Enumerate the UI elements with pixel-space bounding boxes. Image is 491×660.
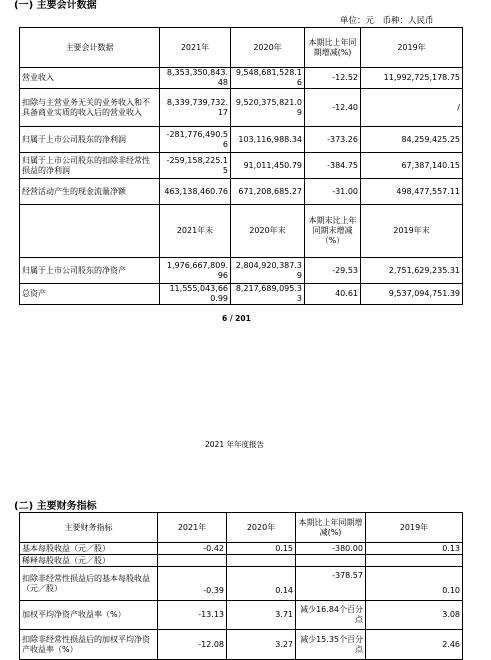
table-cell: -12.40	[305, 89, 361, 127]
financial-indicators-table	[19, 512, 463, 660]
accounting-data-table	[19, 27, 463, 305]
row-label: 扣除与主营业务无关的业务收入和不具备商业实质的收入后的营业收入	[20, 89, 160, 127]
row-label: 归属于上市公司股东的净资产	[20, 258, 160, 284]
table-cell: 8,353,350,843.48	[160, 68, 231, 89]
header-cell: 本期比上年同期增减(%)	[296, 513, 366, 543]
table-row	[20, 127, 463, 153]
table-cell: 8,217,689,095.33	[231, 284, 305, 305]
table-cell: 减少15.35个百分点	[296, 630, 366, 660]
table-cell: 8,339,739,732.17	[160, 89, 231, 127]
table-cell: 67,387,140.15	[361, 153, 463, 179]
row-label: 基本每股收益（元／股）	[20, 543, 158, 555]
row-label: 总资产	[20, 284, 160, 305]
table-cell: -281,776,490.56	[160, 127, 231, 153]
table-cell: 2,804,920,387.39	[231, 258, 305, 284]
row-label: 扣除非经常性损益后的基本每股收益（元／股）	[20, 567, 158, 601]
row-label: 加权平均净资产收益率（%）	[20, 601, 158, 630]
header-cell: 2020年	[227, 513, 296, 543]
table-cell	[158, 555, 227, 567]
header-cell: 2020年末	[231, 205, 305, 258]
table-cell: 103,116,988.34	[231, 127, 305, 153]
table-row	[20, 284, 463, 305]
table-cell: 9,548,681,528.16	[231, 68, 305, 89]
table-cell: 0.13	[366, 543, 463, 555]
table-cell	[366, 555, 463, 567]
table-row	[20, 555, 463, 567]
section1-title: (一) 主要会计数据	[14, 0, 97, 11]
table-row	[20, 601, 463, 630]
table-row	[20, 630, 463, 660]
table-cell: 1,976,667,809.96	[160, 258, 231, 284]
table-cell: -13.13	[158, 601, 227, 630]
table-row	[20, 68, 463, 89]
table-row	[20, 258, 463, 284]
table-cell: -12.52	[305, 68, 361, 89]
header-cell: 2019年	[366, 513, 463, 543]
table-cell: 2.46	[366, 630, 463, 660]
row-label: 归属于上市公司股东的净利润	[20, 127, 160, 153]
row-label: 营业收入	[20, 68, 160, 89]
header-cell: 2021年	[160, 28, 231, 68]
table-cell: -0.42	[158, 543, 227, 555]
table-cell: -259,158,225.15	[160, 153, 231, 179]
header-cell: 主要财务指标	[20, 513, 158, 543]
table-cell: -29.53	[305, 258, 361, 284]
header-cell: 2019年	[361, 28, 463, 68]
table-cell: 3.71	[227, 601, 296, 630]
table-cell: 498,477,557.11	[361, 179, 463, 205]
table-row	[20, 179, 463, 205]
header-cell: 2021年末	[160, 205, 231, 258]
table-row	[20, 567, 463, 601]
header-cell: 2019年末	[361, 205, 463, 258]
table-cell: 0.15	[227, 543, 296, 555]
table-row	[20, 89, 463, 127]
table-header-row	[20, 205, 463, 258]
table-cell: /	[361, 89, 463, 127]
table-row	[20, 543, 463, 555]
header-cell: 本期比上年同期增减(%)	[305, 28, 361, 68]
table-cell: 671,208,685.27	[231, 179, 305, 205]
table-cell: -31.00	[305, 179, 361, 205]
table-cell	[296, 555, 366, 567]
table-cell: 11,992,725,178.75	[361, 68, 463, 89]
table-cell: 40.61	[305, 284, 361, 305]
table-cell: -380.00	[296, 543, 366, 555]
table-cell: 84,259,425.25	[361, 127, 463, 153]
table-cell: 3.08	[366, 601, 463, 630]
row-label: 经营活动产生的现金流量净额	[20, 179, 160, 205]
table-cell: 91,011,450.79	[231, 153, 305, 179]
table-cell: 9,520,375,821.09	[231, 89, 305, 127]
table-cell: 0.14	[227, 567, 296, 601]
table-cell: 11,555,043,660.99	[160, 284, 231, 305]
table-cell: 2,751,629,235.31	[361, 258, 463, 284]
table-cell: -378.57	[296, 567, 366, 601]
table-cell	[227, 555, 296, 567]
header-cell: 本期末比上年同期末增减（%）	[305, 205, 361, 258]
report-title: 2021 年年度报告	[205, 440, 264, 449]
table-row	[20, 153, 463, 179]
table-cell: -384.75	[305, 153, 361, 179]
table-cell: 463,138,460.76	[160, 179, 231, 205]
row-label: 稀释每股收益（元／股）	[20, 555, 158, 567]
header-cell: 主要会计数据	[20, 28, 160, 68]
header-cell: 2020年	[231, 28, 305, 68]
unit-label: 单位：元 币种：人民币	[340, 16, 434, 26]
table-cell: 9,537,094,751.39	[361, 284, 463, 305]
table-header-row	[20, 28, 463, 68]
table-cell: -12.08	[158, 630, 227, 660]
table-cell: -0.39	[158, 567, 227, 601]
header-cell: 2021年	[158, 513, 227, 543]
table-cell: 0.10	[366, 567, 463, 601]
table-cell: 3.27	[227, 630, 296, 660]
header-cell	[20, 205, 160, 258]
row-label: 扣除非经常性损益后的加权平均净资产收益率（%）	[20, 630, 158, 660]
row-label: 归属于上市公司股东的扣除非经常性损益的净利润	[20, 153, 160, 179]
section2-title: (二) 主要财务指标	[14, 501, 97, 512]
table-cell: -373.26	[305, 127, 361, 153]
table-cell: 减少16.84个百分点	[296, 601, 366, 630]
table-header-row	[20, 513, 463, 543]
page-number: 6 / 201	[222, 314, 251, 323]
